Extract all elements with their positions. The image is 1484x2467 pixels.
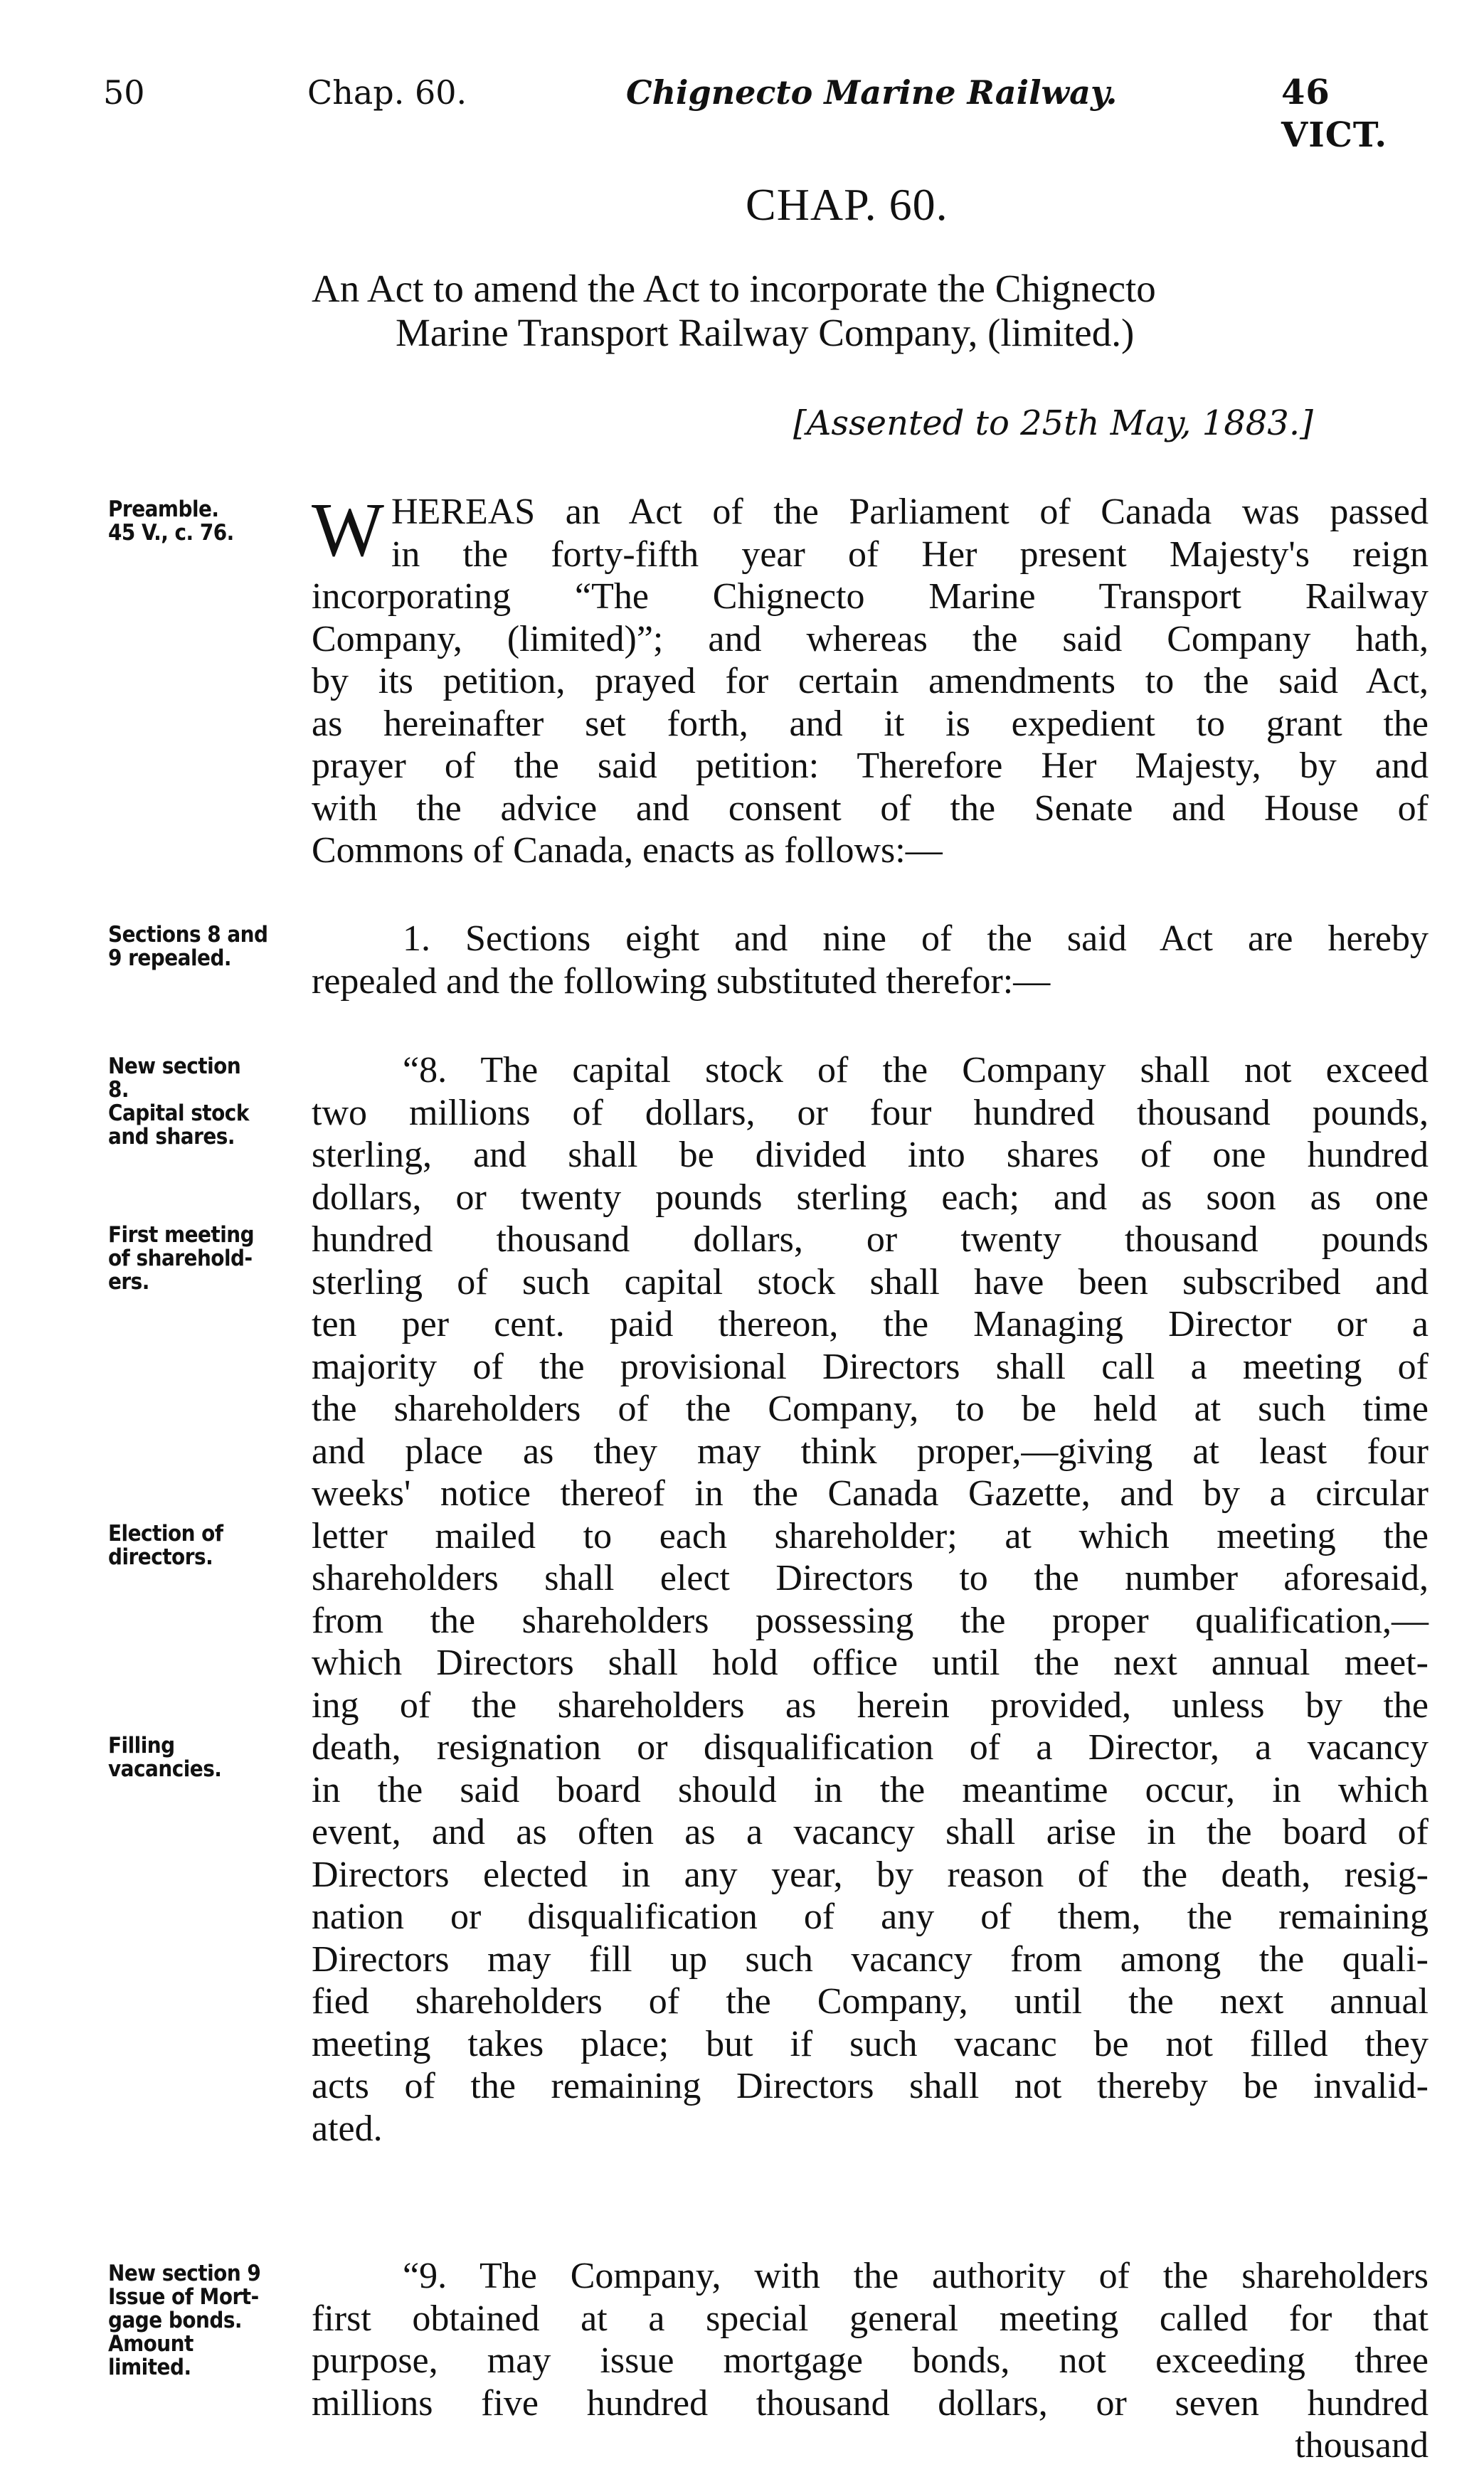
preamble-line: as hereinafter set forth, and it is expedient to grant the	[312, 703, 1429, 744]
section-8-line: dollars, or twenty pounds sterling each; and as soon as one	[312, 1177, 1429, 1218]
section-8-line: two millions of dollars, or four hundred thousand pounds,	[312, 1092, 1429, 1133]
regnal-year: 46 VICT.	[1281, 73, 1388, 155]
section-9-line: purpose, may issue mortgage bonds, not exceeding three	[312, 2340, 1429, 2381]
marginal-note-election: Election of directors.	[108, 1521, 223, 1570]
section-8-line: majority of the provisional Directors shall call a meeting of	[312, 1346, 1429, 1387]
section-8-line: the shareholders of the Company, to be held at such time	[312, 1389, 1429, 1429]
page-number: 50	[103, 73, 145, 112]
marginal-note-sections-repealed: Sections 8 and 9 repealed.	[108, 922, 268, 971]
section-8-line: and place as they may think proper,—giving at least four	[312, 1431, 1429, 1472]
section-8-line: shareholders shall elect Directors to the number aforesaid,	[312, 1558, 1429, 1598]
preamble-line: prayer of the said petition: Therefore Her Majesty, by and	[312, 746, 1429, 786]
preamble-paragraph	[312, 488, 1429, 872]
preamble-line: in the forty-fifth year of Her present Majesty's reign	[391, 534, 1429, 575]
section-8-line: fied shareholders of the Company, until the next annual	[312, 1981, 1429, 2022]
section-1-paragraph	[312, 918, 1429, 1002]
section-8-line: ated.	[312, 2108, 383, 2149]
preamble-line: by its petition, prayed for certain amendments to the said Act,	[312, 661, 1429, 701]
section-9-line: thousand	[1295, 2425, 1429, 2466]
section-8-line: sterling, and shall be divided into shares of one hundred	[312, 1135, 1429, 1175]
section-9-paragraph	[312, 2255, 1429, 2467]
section-8-line: sterling of such capital stock shall have been subscribed and	[312, 1261, 1429, 1303]
section-8-line: meeting takes place; but if such vacanc be not filled they	[312, 2023, 1429, 2064]
preamble-line: with the advice and consent of the Senate and House of	[312, 787, 1429, 829]
section-8-line: death, resignation or disqualification of a Director, a vacancy	[312, 1727, 1429, 1768]
header-chapter: Chap. 60.	[307, 73, 467, 112]
act-title	[312, 267, 1429, 355]
marginal-note-first-meeting: First meeting of sharehold- ers.	[108, 1222, 255, 1295]
drop-cap: W	[312, 488, 384, 573]
chapter-heading: CHAP. 60.	[746, 179, 948, 230]
section-8-line: Directors elected in any year, by reason of the death, resig-	[312, 1854, 1429, 1895]
section-8-line: from the shareholders possessing the proper qualification,—	[312, 1600, 1429, 1641]
section-9-line: “9. The Company, with the authority of the shareholders	[403, 2256, 1429, 2296]
section-9-line: millions five hundred thousand dollars, or seven hundred	[312, 2382, 1429, 2424]
assent-note: [Assented to 25th May, 1883.]	[793, 403, 1313, 443]
marginal-note-new-section-9: New section 9 Issue of Mort- gage bonds. Amount limited.	[108, 2261, 261, 2380]
section-8-paragraph	[312, 1049, 1429, 2150]
section-1-line: repealed and the following substituted therefor:—	[312, 960, 1051, 1002]
preamble-line: Commons of Canada, enacts as follows:—	[312, 830, 943, 871]
section-8-line: letter mailed to each shareholder; at which meeting the	[312, 1515, 1429, 1556]
running-title: Chignecto Marine Railway.	[626, 73, 1118, 112]
section-8-line: hundred thousand dollars, or twenty thousand pounds	[312, 1219, 1429, 1260]
section-8-line: ing of the shareholders as herein provided, unless by the	[312, 1685, 1429, 1726]
section-8-line: event, and as often as a vacancy shall arise in the board of	[312, 1812, 1429, 1852]
marginal-note-preamble: Preamble. 45 V., c. 76.	[108, 497, 234, 546]
section-8-line: “8. The capital stock of the Company shall not exceed	[403, 1050, 1429, 1091]
act-title-line: An Act to amend the Act to incorporate the Chignecto	[312, 267, 1156, 310]
section-9-line: first obtained at a special general meeting called for that	[312, 2298, 1429, 2339]
preamble-line: incorporating “The Chignecto Marine Transport Railway	[312, 576, 1429, 617]
section-8-line: in the said board should in the meantime occur, in which	[312, 1769, 1429, 1810]
running-header	[103, 71, 1441, 155]
section-8-line: ten per cent. paid thereon, the Managing Director or a	[312, 1304, 1429, 1344]
act-title-line: Marine Transport Railway Company, (limited.)	[396, 311, 1135, 354]
section-8-line: weeks' notice thereof in the Canada Gazette, and by a circular	[312, 1473, 1429, 1514]
preamble-line: HEREAS an Act of the Parliament of Canada was passed	[391, 492, 1429, 532]
section-8-line: nation or disqualification of any of them, the remaining	[312, 1896, 1429, 1937]
preamble-line: Company, (limited)”; and whereas the said Company hath,	[312, 618, 1429, 659]
section-8-line: which Directors shall hold office until the next annual meet-	[312, 1643, 1429, 1683]
section-8-line: acts of the remaining Directors shall not thereby be invalid-	[312, 2066, 1429, 2106]
section-1-line: 1. Sections eight and nine of the said Act are hereby	[403, 918, 1429, 959]
marginal-note-new-section-8: New section 8. Capital stock and shares.	[108, 1054, 249, 1150]
marginal-note-filling-vacancies: Filling vacancies.	[108, 1733, 222, 1782]
section-8-line: Directors may fill up such vacancy from among the quali-	[312, 1938, 1429, 1980]
